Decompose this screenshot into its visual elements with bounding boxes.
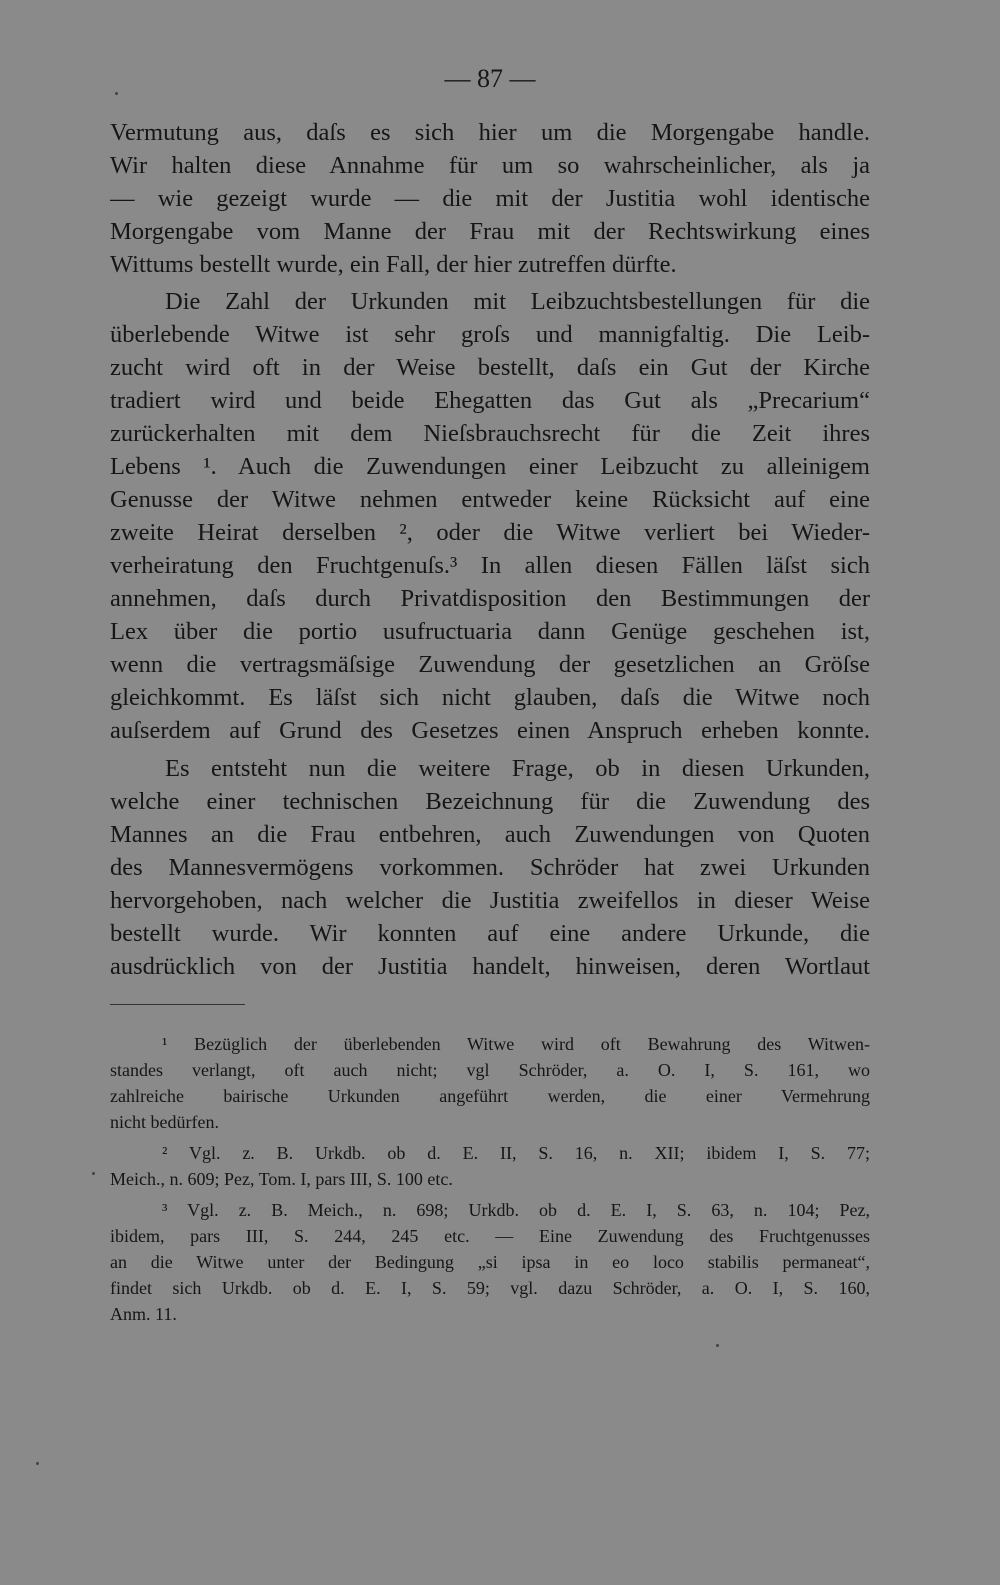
body-line: Vermutung aus, daſs es sich hier um die Morgengabe handle.	[110, 119, 870, 146]
footnote-line: zahlreiche bairische Urkunden angeführt werden, die einer Vermehrung	[110, 1086, 870, 1106]
body-line: bestellt wurde. Wir konnten auf eine andere Urkunde, die	[110, 920, 870, 947]
footnote-line: ibidem, pars III, S. 244, 245 etc. — Eine Zuwendung des Fruchtgenusses	[110, 1226, 870, 1246]
body-line: — wie gezeigt wurde — die mit der Justitia wohl identische	[110, 185, 870, 212]
body-line: ausdrücklich von der Justitia handelt, hinweisen, deren Wortlaut	[110, 953, 870, 980]
footnote-line: Meich., n. 609; Pez, Tom. I, pars III, S. 100 etc.	[110, 1169, 453, 1189]
footnote-line: Anm. 11.	[110, 1304, 177, 1324]
footnote-line: findet sich Urkdb. ob d. E. I, S. 59; vgl. dazu Schröder, a. O. I, S. 160,	[110, 1278, 870, 1298]
body-line: gleichkommt. Es läſst sich nicht glauben, daſs die Witwe noch	[110, 684, 870, 711]
body-line: verheiratung den Fruchtgenuſs.³ In allen diesen Fällen läſst sich	[110, 552, 870, 579]
body-line: Wir halten diese Annahme für um so wahrscheinlicher, als ja	[110, 152, 870, 179]
footnote-line: ¹ Bezüglich der überlebenden Witwe wird oft Bewahrung des Witwen-	[162, 1034, 870, 1054]
scan-speck	[92, 1172, 95, 1175]
body-line: wenn die vertragsmäſsige Zuwendung der gesetzlichen an Gröſse	[110, 651, 870, 678]
body-line: auſserdem auf Grund des Gesetzes einen Anspruch erheben konnte.	[110, 717, 870, 744]
body-line: zweite Heirat derselben ², oder die Witwe verliert bei Wieder-	[110, 519, 870, 546]
body-line: tradiert wird und beide Ehegatten das Gut als „Precarium“	[110, 387, 870, 414]
body-line: Genusse der Witwe nehmen entweder keine Rücksicht auf eine	[110, 486, 870, 513]
body-line: Die Zahl der Urkunden mit Leibzuchtsbestellungen für die	[165, 288, 870, 315]
scan-speck	[716, 1344, 719, 1347]
footnote-line: nicht bedürfen.	[110, 1112, 219, 1132]
body-line: hervorgehoben, nach welcher die Justitia zweifellos in dieser Weise	[110, 887, 870, 914]
body-line: überlebende Witwe ist sehr groſs und mannigfaltig. Die Leib-	[110, 321, 870, 348]
body-line: zurückerhalten mit dem Nieſsbrauchsrecht für die Zeit ihres	[110, 420, 870, 447]
body-line: zucht wird oft in der Weise bestellt, daſs ein Gut der Kirche	[110, 354, 870, 381]
footnote-line: ² Vgl. z. B. Urkdb. ob d. E. II, S. 16, n. XII; ibidem I, S. 77;	[162, 1143, 870, 1163]
footnote-divider	[110, 1004, 245, 1005]
body-line: welche einer technischen Bezeichnung für die Zuwendung des	[110, 788, 870, 815]
footnote-line: standes verlangt, oft auch nicht; vgl Schröder, a. O. I, S. 161, wo	[110, 1060, 870, 1080]
body-line: des Mannesvermögens vorkommen. Schröder hat zwei Urkunden	[110, 854, 870, 881]
body-line: Lex über die portio usufructuaria dann Genüge geschehen ist,	[110, 618, 870, 645]
body-line: annehmen, daſs durch Privatdisposition den Bestimmungen der	[110, 585, 870, 612]
body-line: Lebens ¹. Auch die Zuwendungen einer Leibzucht zu alleinigem	[110, 453, 870, 480]
scan-speck	[36, 1462, 39, 1465]
body-line: Mannes an die Frau entbehren, auch Zuwendungen von Quoten	[110, 821, 870, 848]
body-line: Wittums bestellt wurde, ein Fall, der hier zutreffen dürfte.	[110, 251, 677, 278]
body-line: Es entsteht nun die weitere Frage, ob in diesen Urkunden,	[165, 755, 870, 782]
page-number: — 87 —	[444, 64, 536, 93]
footnote-line: an die Witwe unter der Bedingung „si ipsa in eo loco stabilis permaneat“,	[110, 1252, 870, 1272]
scan-speck	[115, 92, 118, 95]
footnote-line: ³ Vgl. z. B. Meich., n. 698; Urkdb. ob d. E. I, S. 63, n. 104; Pez,	[162, 1200, 870, 1220]
body-line: Morgengabe vom Manne der Frau mit der Rechtswirkung eines	[110, 218, 870, 245]
